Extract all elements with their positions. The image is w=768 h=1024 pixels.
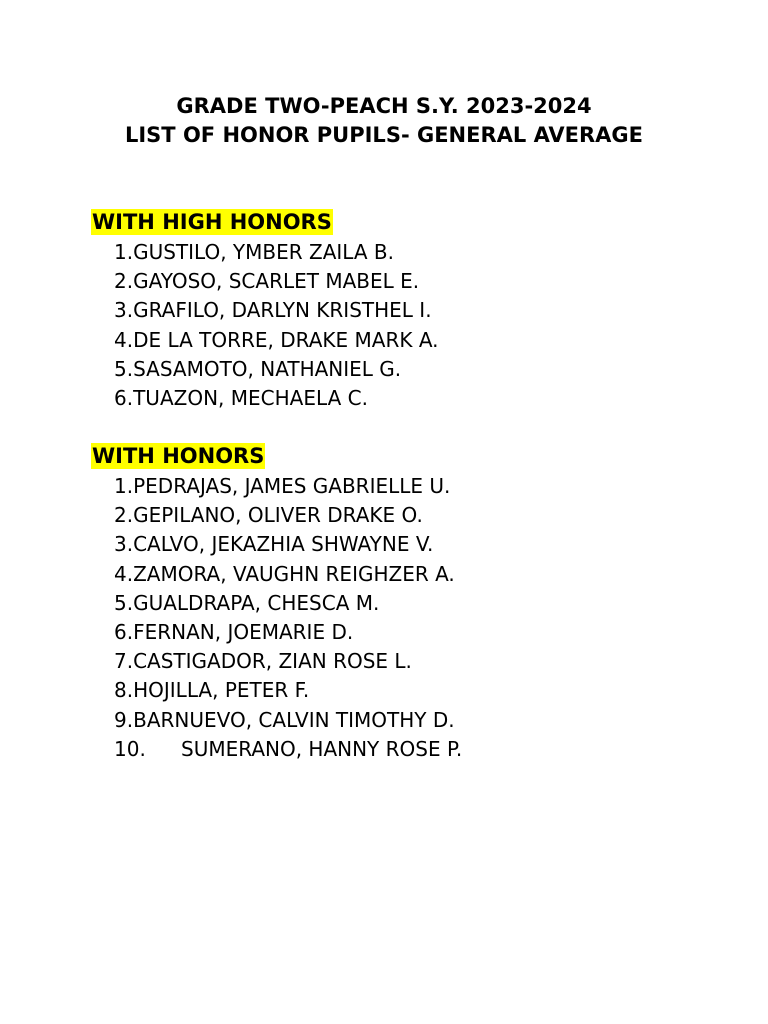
item-number: 6. (114, 620, 134, 645)
section-heading-with-honors: WITH HONORS (92, 444, 265, 468)
item-number: 9. (114, 707, 134, 732)
list-item (114, 355, 439, 384)
pupil-name: TUAZON, MECHAELA C. (133, 386, 368, 411)
item-number: 4. (114, 327, 134, 352)
list-item (114, 267, 439, 296)
list-item (114, 296, 439, 325)
pupil-name: GUALDRAPA, CHESCA M. (133, 590, 380, 615)
section-heading-high-honors: WITH HIGH HONORS (92, 210, 332, 234)
item-number: 1. (114, 474, 134, 498)
pupil-name: CASTIGADOR, ZIAN ROSE L. (133, 649, 412, 674)
list-item (114, 589, 462, 618)
list-item (114, 647, 462, 676)
document-title-line-1: GRADE TWO-PEACH S.Y. 2023-2024 (176, 94, 592, 118)
pupil-name: DE LA TORRE, DRAKE MARK A. (133, 327, 439, 352)
item-number: 4. (114, 561, 134, 586)
list-item (114, 560, 462, 589)
pupil-name: SASAMOTO, NATHANIEL G. (133, 356, 402, 381)
item-number: 7. (114, 649, 134, 674)
list-item (114, 501, 462, 530)
list-item (114, 676, 462, 705)
item-number: 5. (114, 356, 134, 381)
item-number: 5. (114, 590, 134, 615)
list-item (114, 530, 462, 559)
pupil-name: FERNAN, JOEMARIE D. (133, 620, 354, 645)
item-number: 6. (114, 386, 134, 411)
item-number: 2. (114, 269, 134, 294)
pupil-name: GEPILANO, OLIVER DRAKE O. (133, 503, 423, 528)
list-item (114, 472, 462, 501)
high-honors-list (114, 238, 439, 413)
pupil-name: SUMERANO, HANNY ROSE P. (181, 736, 463, 761)
pupil-name: CALVO, JEKAZHIA SHWAYNE V. (133, 532, 434, 557)
item-number: 8. (114, 678, 134, 703)
list-item (114, 326, 439, 355)
item-number: 3. (114, 532, 134, 557)
item-number: 1. (114, 240, 134, 264)
document-title-line-2: LIST OF HONOR PUPILS- GENERAL AVERAGE (124, 123, 644, 147)
list-item (114, 706, 462, 735)
item-number: 10. (114, 736, 146, 761)
list-item (114, 238, 439, 267)
item-number: 2. (114, 503, 134, 528)
pupil-name: ZAMORA, VAUGHN REIGHZER A. (133, 561, 455, 586)
pupil-name: HOJILLA, PETER F. (133, 678, 310, 703)
with-honors-list (114, 472, 462, 764)
pupil-name: GUSTILO, YMBER ZAILA B. (133, 240, 395, 264)
pupil-name: PEDRAJAS, JAMES GABRIELLE U. (133, 474, 451, 498)
item-number: 3. (114, 298, 134, 323)
pupil-name: GAYOSO, SCARLET MABEL E. (133, 269, 420, 294)
list-item (114, 384, 439, 413)
pupil-name: BARNUEVO, CALVIN TIMOTHY D. (133, 707, 455, 732)
pupil-name: GRAFILO, DARLYN KRISTHEL I. (133, 298, 432, 323)
list-item (114, 735, 462, 764)
list-item (114, 618, 462, 647)
